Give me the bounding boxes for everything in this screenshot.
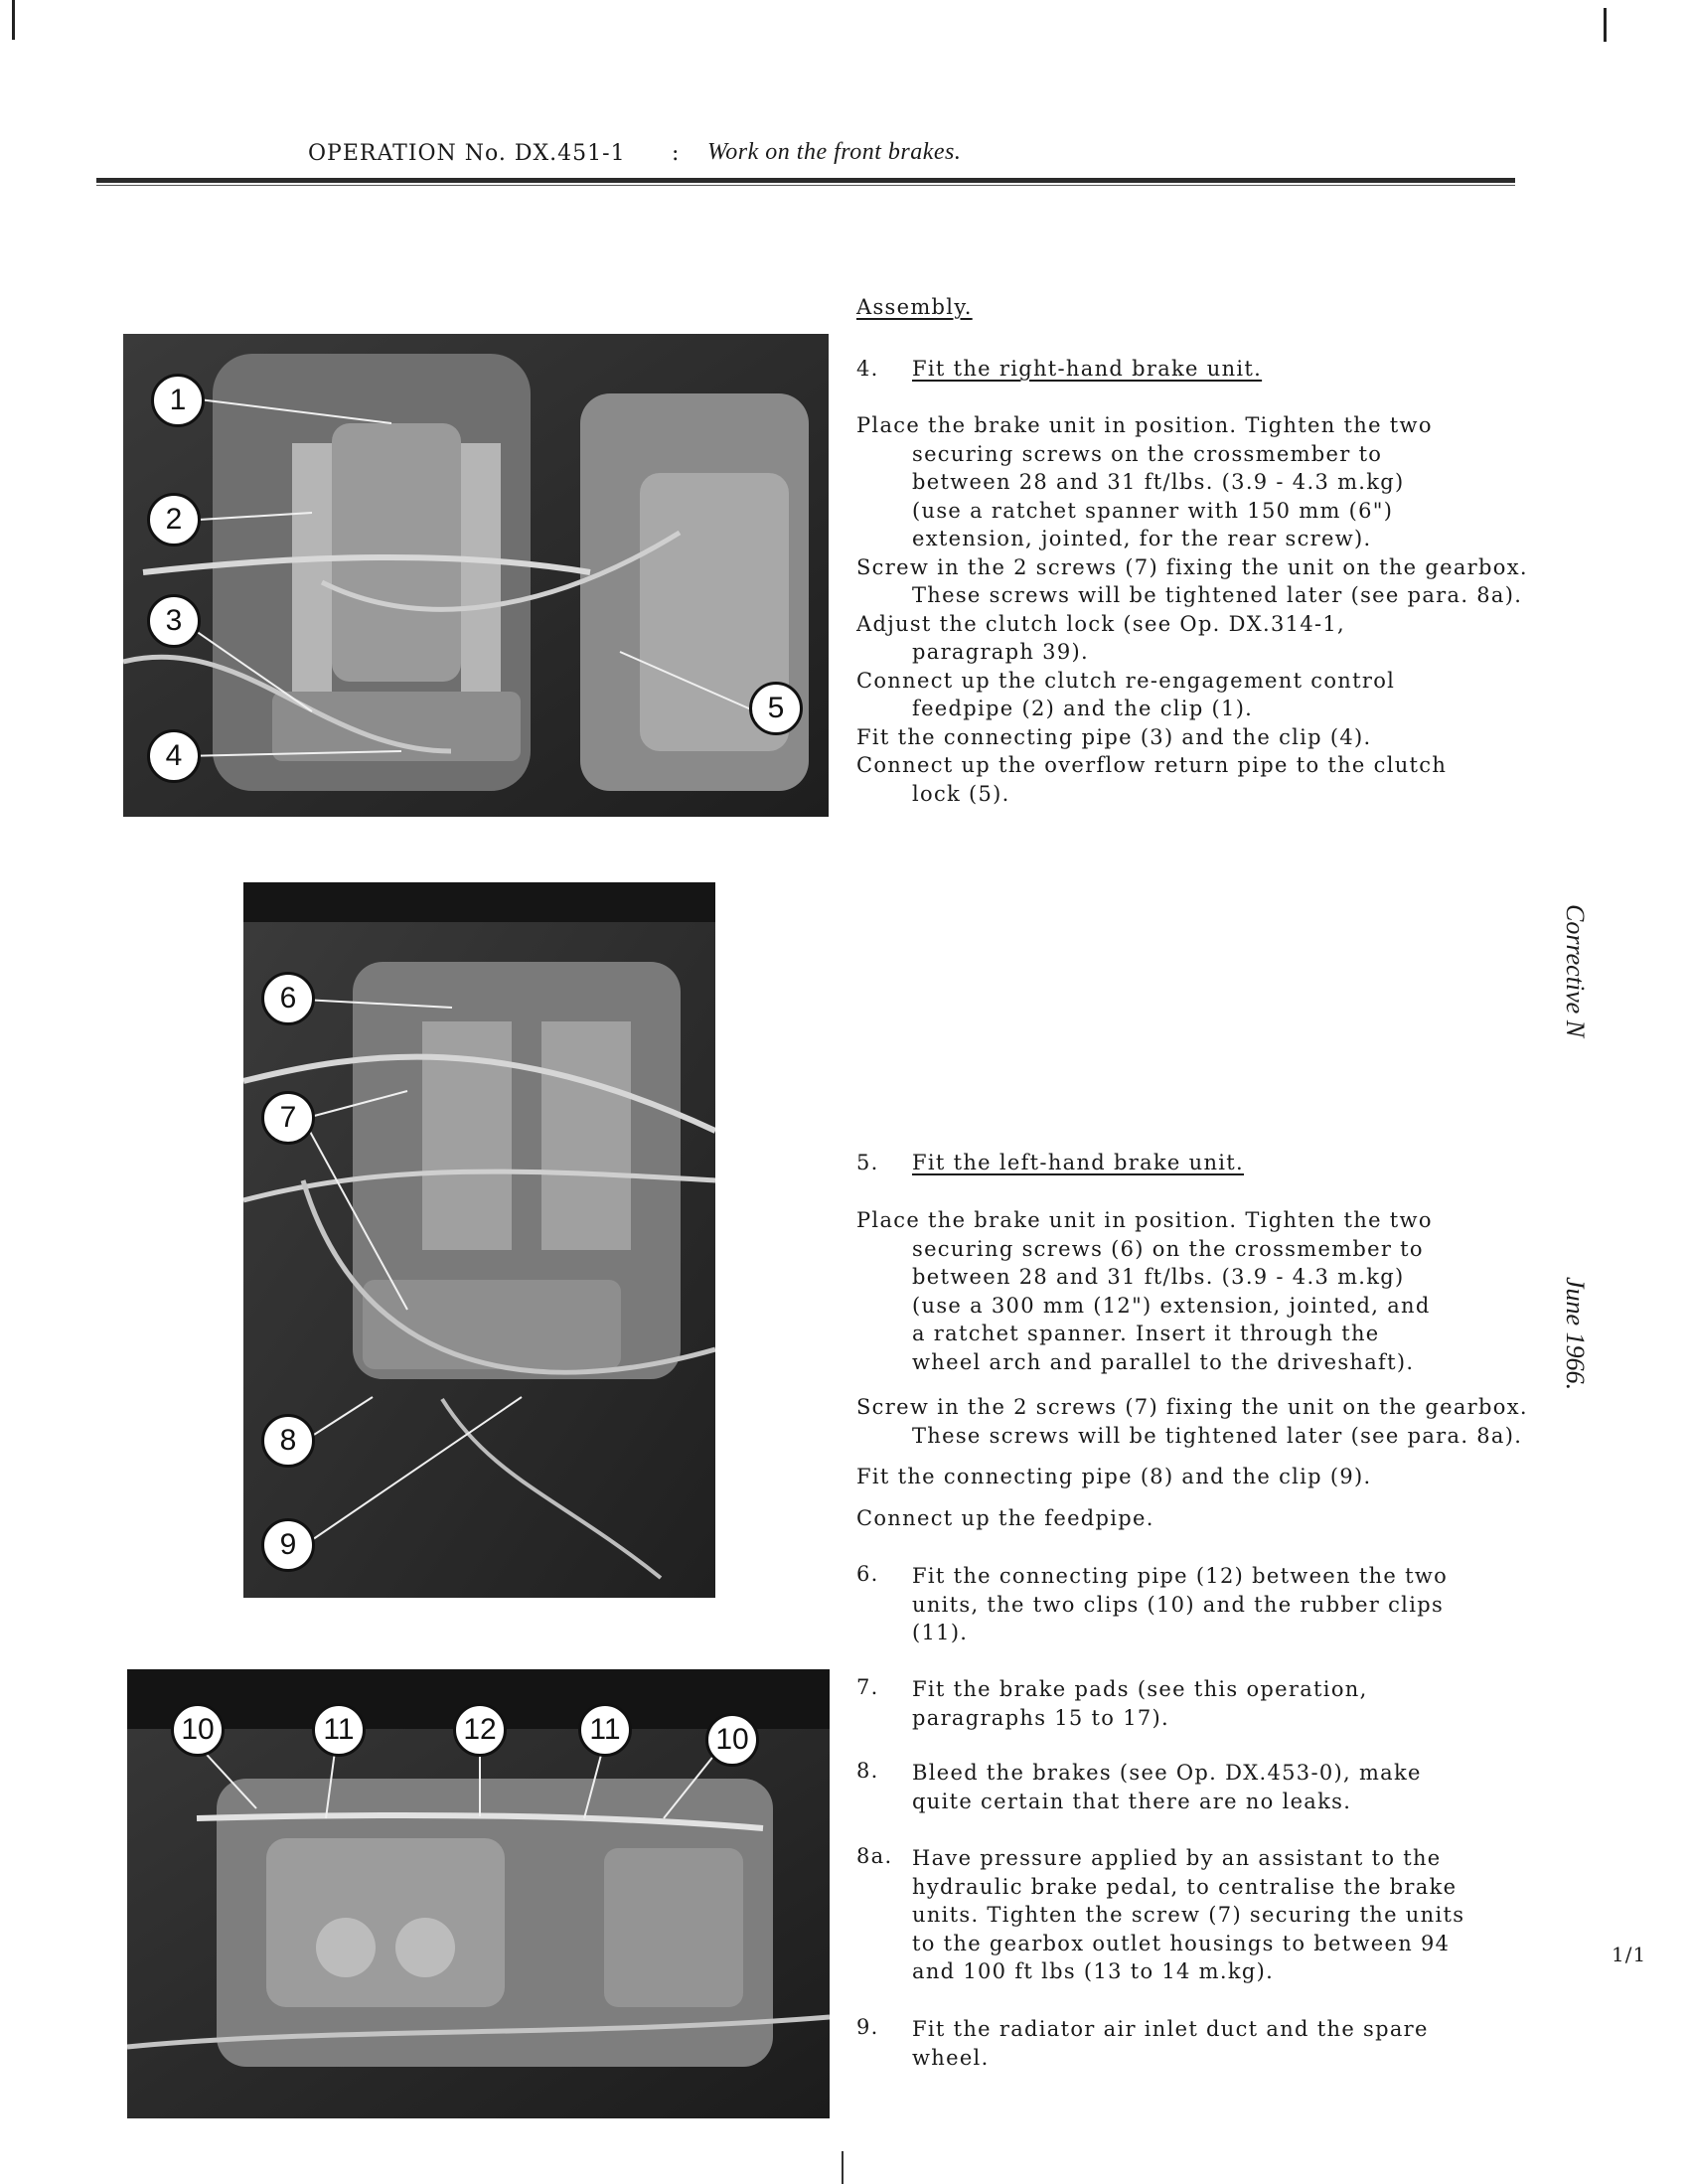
photo-connecting-pipe: [127, 1669, 830, 2118]
callout-1: 1: [151, 374, 205, 427]
margin-date: June 1966.: [1561, 1277, 1590, 1391]
header-separator: :: [672, 141, 680, 166]
text-line: Screw in the 2 screws (7) fixing the unit on the gearbox.: [856, 1395, 1528, 1419]
step-8a-number: 8a.: [856, 1844, 893, 1868]
callout-2: 2: [147, 493, 201, 546]
photo-right-brake-unit: [123, 334, 829, 817]
photo-illustration: [243, 882, 715, 1598]
callout-11: 11: [312, 1703, 366, 1757]
text-line: hydraulic brake pedal, to centralise the brake: [912, 1874, 1458, 1899]
text-line: (11).: [912, 1621, 969, 1644]
text-line: wheel arch and parallel to the driveshaft).: [912, 1349, 1415, 1374]
text-line: Fit the brake pads (see this operation,: [912, 1677, 1368, 1701]
step-5-body-1: [856, 1206, 1552, 1376]
text-line: paragraphs 15 to 17).: [912, 1705, 1169, 1730]
callout-3: 3: [147, 594, 201, 648]
text-line: to the gearbox outlet housings to between 94: [912, 1931, 1451, 1955]
text-line: Fit the connecting pipe (3) and the clip (4).: [856, 724, 1372, 749]
step-4-number: 4.: [856, 357, 879, 381]
step-8-body: [912, 1759, 1608, 1815]
text-line: wheel.: [912, 2045, 990, 2070]
callout-11: 11: [578, 1703, 632, 1757]
text-line: Fit the radiator air inlet duct and the spare: [912, 2017, 1429, 2041]
text-line: units, the two clips (10) and the rubber clips: [912, 1592, 1445, 1617]
step-6-number: 6.: [856, 1562, 879, 1586]
operation-title: Work on the front brakes.: [707, 139, 962, 165]
callout-12: 12: [453, 1703, 507, 1757]
text-line: securing screws on the crossmember to: [912, 441, 1383, 466]
callout-9: 9: [261, 1518, 315, 1572]
scan-mark: [1604, 8, 1607, 42]
photo-illustration: [123, 334, 829, 817]
assembly-heading: Assembly.: [856, 295, 973, 319]
text-line: Place the brake unit in position. Tighten the two: [856, 413, 1433, 437]
callout-7: 7: [261, 1091, 315, 1145]
step-4-body: [856, 411, 1552, 808]
text-line: Have pressure applied by an assistant to the: [912, 1846, 1442, 1870]
step-4-title: Fit the right-hand brake unit.: [912, 357, 1263, 381]
callout-5: 5: [749, 682, 803, 735]
margin-corrective-note: Corrective N: [1561, 904, 1590, 1038]
text-line: extension, jointed, for the rear screw).: [912, 527, 1372, 550]
step-5-body-3: [856, 1463, 1552, 1491]
step-9-body: [912, 2015, 1608, 2072]
text-line: Screw in the 2 screws (7) fixing the unit on the gearbox.: [856, 554, 1528, 579]
step-8a-body: [912, 1844, 1608, 1986]
text-line: Adjust the clutch lock (see Op. DX.314-1,: [856, 611, 1346, 636]
callout-8: 8: [261, 1414, 315, 1468]
text-line: units. Tighten the screw (7) securing the units: [912, 1903, 1465, 1927]
photo-left-brake-unit: [243, 882, 715, 1598]
header-rule-thin: [96, 185, 1515, 186]
page-number: 1/1: [1612, 1943, 1647, 1966]
text-line: quite certain that there are no leaks.: [912, 1789, 1352, 1813]
text-line: lock (5).: [912, 781, 1010, 806]
step-6-body: [912, 1562, 1608, 1647]
text-line: These screws will be tightened later (see para. 8a).: [912, 583, 1523, 607]
step-8-number: 8.: [856, 1759, 879, 1783]
step-5-title: Fit the left-hand brake unit.: [912, 1151, 1245, 1174]
text-line: (use a 300 mm (12") extension, jointed, and: [912, 1293, 1431, 1318]
step-5-number: 5.: [856, 1151, 879, 1174]
step-5-body-2: [856, 1393, 1552, 1450]
text-line: Connect up the clutch re-engagement control: [856, 668, 1396, 693]
step-5-body-4: [856, 1504, 1552, 1533]
text-line: These screws will be tightened later (see para. 8a).: [912, 1423, 1523, 1448]
text-line: feedpipe (2) and the clip (1).: [912, 697, 1254, 720]
step-9-number: 9.: [856, 2015, 879, 2039]
step-7-number: 7.: [856, 1675, 879, 1699]
text-line: and 100 ft lbs (13 to 14 m.kg).: [912, 1959, 1275, 1983]
operation-number: OPERATION No. DX.451-1: [308, 141, 626, 166]
scan-mark: [12, 0, 15, 40]
text-line: securing screws (6) on the crossmember to: [912, 1236, 1424, 1261]
scan-mark: [842, 2151, 844, 2184]
text-line: between 28 and 31 ft/lbs. (3.9 - 4.3 m.kg): [912, 1265, 1405, 1289]
text-line: a ratchet spanner. Insert it through the: [912, 1322, 1380, 1345]
text-line: Connect up the feedpipe.: [856, 1506, 1154, 1530]
callout-4: 4: [147, 729, 201, 783]
text-line: between 28 and 31 ft/lbs. (3.9 - 4.3 m.kg): [912, 470, 1405, 494]
text-line: Bleed the brakes (see Op. DX.453-0), make: [912, 1761, 1422, 1785]
text-line: Connect up the overflow return pipe to the clutch: [856, 753, 1448, 777]
text-line: Place the brake unit in position. Tighten the two: [856, 1208, 1433, 1232]
callout-10: 10: [705, 1713, 759, 1767]
text-line: (use a ratchet spanner with 150 mm (6"): [912, 498, 1394, 523]
header-rule: [96, 178, 1515, 183]
text-line: Fit the connecting pipe (8) and the clip (9).: [856, 1465, 1372, 1488]
callout-6: 6: [261, 972, 315, 1025]
callout-10: 10: [171, 1703, 225, 1757]
text-line: Fit the connecting pipe (12) between the two: [912, 1564, 1449, 1588]
text-line: paragraph 39).: [912, 640, 1089, 664]
step-7-body: [912, 1675, 1608, 1732]
